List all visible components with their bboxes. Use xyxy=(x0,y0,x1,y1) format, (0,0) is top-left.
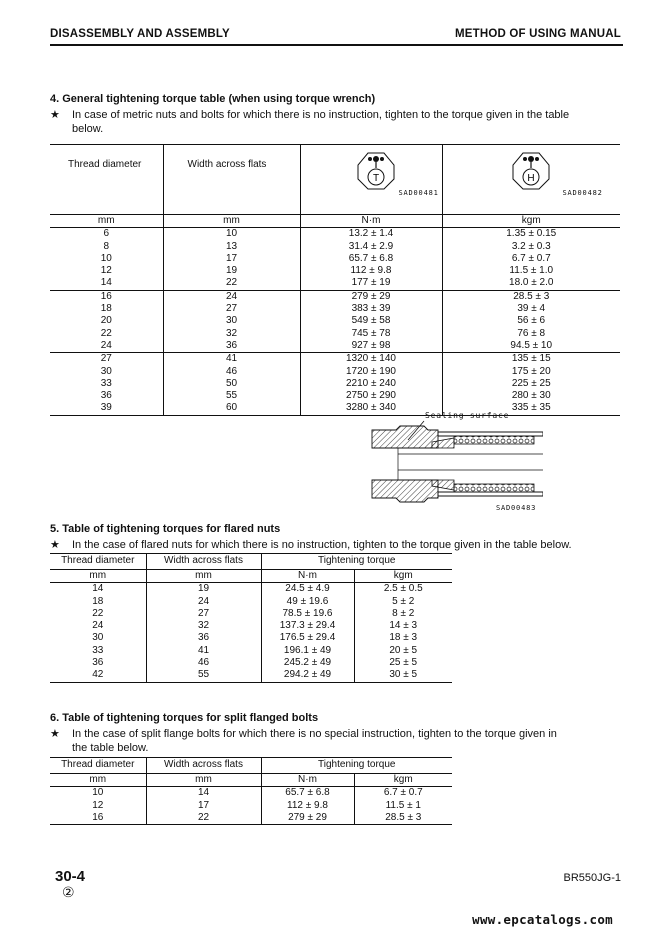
svg-text:T: T xyxy=(372,173,379,184)
star-icon: ★ xyxy=(50,728,60,740)
width-cell: 24 xyxy=(163,290,300,303)
thread-cell: 14 xyxy=(50,583,146,596)
units-row xyxy=(50,570,452,583)
section6-note xyxy=(50,727,640,755)
nm-cell: 279 ± 29 xyxy=(300,290,442,303)
nm-cell: 78.5 ± 19.6 xyxy=(261,608,354,620)
thread-cell: 22 xyxy=(50,608,146,620)
unit-cell: mm xyxy=(146,774,261,787)
units-row xyxy=(50,215,620,228)
table-header-row xyxy=(50,554,452,570)
section4-note-line2: below. xyxy=(72,123,104,135)
nm-cell: 383 ± 39 xyxy=(300,303,442,315)
width-cell: 27 xyxy=(163,303,300,315)
section5-note-line1: In the case of flared nuts for which there is no instruction, tighten to the torque given in the table below. xyxy=(72,539,572,551)
section4-note xyxy=(50,108,625,136)
thread-cell: 30 xyxy=(50,366,163,378)
width-cell: 14 xyxy=(146,787,261,800)
table-row xyxy=(50,253,620,265)
code-sad00483: SAD00483 xyxy=(496,504,537,512)
nm-cell: 112 ± 9.8 xyxy=(261,800,354,812)
table-header-row xyxy=(50,758,452,774)
nm-cell: 49 ± 19.6 xyxy=(261,596,354,608)
section6-note-line2: the table below. xyxy=(72,742,149,754)
table-row xyxy=(50,277,620,290)
unit-cell: kgm xyxy=(521,215,541,226)
header-width-across-flats: Width across flats xyxy=(146,554,261,570)
header-rule xyxy=(50,44,623,46)
thread-cell: 20 xyxy=(50,315,163,327)
nm-cell: 137.3 ± 29.4 xyxy=(261,620,354,632)
unit-cell: N·m xyxy=(261,774,354,787)
thread-cell: 18 xyxy=(50,596,146,608)
code-sad00481: SAD00481 xyxy=(398,189,439,197)
unit-cell: N·m xyxy=(300,215,442,228)
thread-cell: 6 xyxy=(50,228,163,241)
kgm-cell: 18 ± 3 xyxy=(389,632,418,644)
kgm-cell: 175 ± 20 xyxy=(511,365,551,377)
nm-cell: 3280 ± 340 xyxy=(300,402,442,415)
svg-text:H: H xyxy=(526,173,535,184)
kgm-cell: 28.5 ± 3 xyxy=(513,290,550,302)
header-width-across-flats: Width across flats xyxy=(146,758,261,774)
table-row xyxy=(50,812,452,825)
thread-cell: 10 xyxy=(50,787,146,800)
star-icon: ★ xyxy=(50,539,60,551)
unit-cell: mm xyxy=(146,570,261,583)
general-torque-table xyxy=(50,144,620,416)
table-row xyxy=(50,228,620,241)
table-row xyxy=(50,787,452,800)
watermark-link[interactable]: www.epcatalogs.com xyxy=(472,912,613,927)
width-cell: 46 xyxy=(163,366,300,378)
table-row xyxy=(50,340,620,353)
table-row xyxy=(50,366,620,378)
width-cell: 27 xyxy=(146,608,261,620)
kgm-cell: 11.5 ± 1.0 xyxy=(509,265,554,277)
table-row xyxy=(50,315,620,327)
width-cell: 50 xyxy=(163,378,300,390)
thread-cell: 42 xyxy=(50,669,146,682)
unit-cell: N·m xyxy=(261,570,354,583)
width-cell: 55 xyxy=(163,390,300,402)
kgm-cell: 18.0 ± 2.0 xyxy=(509,277,554,289)
nm-cell: 13.2 ± 1.4 xyxy=(300,228,442,241)
kgm-cell: 280 ± 30 xyxy=(511,390,551,402)
width-cell: 41 xyxy=(163,353,300,366)
table-row xyxy=(50,657,452,669)
table-row xyxy=(50,596,452,608)
header-thread-diameter: Thread diameter xyxy=(50,758,146,774)
kgm-cell: 6.7 ± 0.7 xyxy=(383,787,423,799)
flared-fitting-figure xyxy=(368,408,543,518)
star-icon: ★ xyxy=(50,109,60,121)
table-row xyxy=(50,669,452,682)
kgm-cell: 25 ± 5 xyxy=(389,657,418,669)
table-row xyxy=(50,265,620,277)
thread-cell: 24 xyxy=(50,620,146,632)
width-cell: 17 xyxy=(163,253,300,265)
header-tightening-torque: Tightening torque xyxy=(318,759,396,771)
nm-cell: 1320 ± 140 xyxy=(300,353,442,366)
nm-cell: 245.2 ± 49 xyxy=(261,657,354,669)
width-cell: 46 xyxy=(146,657,261,669)
kgm-cell: 14 ± 3 xyxy=(389,620,418,632)
thread-cell: 10 xyxy=(50,253,163,265)
thread-cell: 30 xyxy=(50,632,146,644)
kgm-cell: 76 ± 8 xyxy=(517,327,546,339)
thread-cell: 8 xyxy=(50,241,163,253)
width-cell: 22 xyxy=(146,812,261,825)
kgm-cell: 3.2 ± 0.3 xyxy=(511,240,551,252)
nm-cell: 549 ± 58 xyxy=(300,315,442,327)
nm-cell: 2750 ± 290 xyxy=(300,390,442,402)
kgm-cell: 5 ± 2 xyxy=(392,595,415,607)
thread-cell: 33 xyxy=(50,645,146,657)
header-left-title: DISASSEMBLY AND ASSEMBLY xyxy=(50,28,230,40)
thread-cell: 12 xyxy=(50,800,146,812)
nm-cell: 279 ± 29 xyxy=(261,812,354,825)
kgm-cell: 225 ± 25 xyxy=(511,377,551,389)
table-row xyxy=(50,328,620,340)
header-tightening-torque: Tightening torque xyxy=(318,555,396,567)
width-cell: 32 xyxy=(146,620,261,632)
nm-cell: 31.4 ± 2.9 xyxy=(300,241,442,253)
thread-cell: 16 xyxy=(50,290,163,303)
thread-cell: 36 xyxy=(50,657,146,669)
thread-cell: 39 xyxy=(50,402,163,415)
bolt-head-t-icon xyxy=(356,151,396,191)
nm-cell: 177 ± 19 xyxy=(300,277,442,290)
table-row xyxy=(50,241,620,253)
section4-title: 4. General tightening torque table (when using torque wrench) xyxy=(50,93,376,105)
kgm-cell: 335 ± 35 xyxy=(511,402,551,414)
nm-cell: 176.5 ± 29.4 xyxy=(261,632,354,644)
nm-cell: 196.1 ± 49 xyxy=(261,645,354,657)
kgm-cell: 39 ± 4 xyxy=(517,303,546,315)
width-cell: 30 xyxy=(163,315,300,327)
unit-cell: mm xyxy=(163,215,300,228)
unit-cell: mm xyxy=(50,570,146,583)
nm-cell: 65.7 ± 6.8 xyxy=(261,787,354,800)
header-width-across-flats: Width across flats xyxy=(163,145,300,215)
nm-cell: 927 ± 98 xyxy=(300,340,442,353)
kgm-cell: 8 ± 2 xyxy=(392,607,415,619)
width-cell: 17 xyxy=(146,800,261,812)
table-row xyxy=(50,583,452,596)
section5-note xyxy=(50,538,640,552)
nm-cell: 294.2 ± 49 xyxy=(261,669,354,682)
kgm-cell: 20 ± 5 xyxy=(389,644,418,656)
width-cell: 10 xyxy=(163,228,300,241)
table-row xyxy=(50,353,620,366)
section5-title: 5. Table of tightening torques for flared nuts xyxy=(50,523,281,535)
kgm-cell: 30 ± 5 xyxy=(389,669,418,681)
model-code: BR550JG-1 xyxy=(563,872,621,884)
kgm-cell: 6.7 ± 0.7 xyxy=(511,252,551,264)
section6-note-line1: In the case of split flange bolts for which there is no special instruction, tighten to the torque given in xyxy=(72,728,557,740)
split-flange-torque-table xyxy=(50,757,452,825)
thread-cell: 36 xyxy=(50,390,163,402)
width-cell: 60 xyxy=(163,402,300,415)
revision-mark: ② xyxy=(62,884,75,900)
units-row xyxy=(50,774,452,787)
nm-cell: 112 ± 9.8 xyxy=(300,265,442,277)
table-row xyxy=(50,378,620,390)
table-row xyxy=(50,620,452,632)
nm-cell: 24.5 ± 4.9 xyxy=(261,583,354,596)
table-row xyxy=(50,800,452,812)
width-cell: 36 xyxy=(146,632,261,644)
width-cell: 19 xyxy=(163,265,300,277)
header-torque-h-icon-cell xyxy=(442,145,620,215)
table-row xyxy=(50,303,620,315)
kgm-cell: 28.5 ± 3 xyxy=(385,811,422,823)
bolt-head-h-icon xyxy=(511,151,551,191)
section4-note-line1: In case of metric nuts and bolts for which there is no instruction, tighten to the torque given in the table xyxy=(72,109,570,121)
table-row xyxy=(50,390,620,402)
width-cell: 13 xyxy=(163,241,300,253)
header-thread-diameter: Thread diameter xyxy=(50,554,146,570)
width-cell: 32 xyxy=(163,328,300,340)
width-cell: 36 xyxy=(163,340,300,353)
thread-cell: 14 xyxy=(50,277,163,290)
unit-cell: mm xyxy=(50,215,163,228)
section6-title: 6. Table of tightening torques for split flanged bolts xyxy=(50,712,319,724)
thread-cell: 18 xyxy=(50,303,163,315)
width-cell: 24 xyxy=(146,596,261,608)
kgm-cell: 56 ± 6 xyxy=(517,315,546,327)
thread-cell: 27 xyxy=(50,353,163,366)
table-row xyxy=(50,290,620,303)
kgm-cell: 135 ± 15 xyxy=(511,353,551,365)
table-row xyxy=(50,608,452,620)
nm-cell: 65.7 ± 6.8 xyxy=(300,253,442,265)
code-sad00482: SAD00482 xyxy=(562,189,603,197)
flared-nut-torque-table xyxy=(50,553,452,683)
kgm-cell: 94.5 ± 10 xyxy=(510,339,553,351)
nm-cell: 2210 ± 240 xyxy=(300,378,442,390)
sealing-surface-label: Sealing surface xyxy=(425,411,510,420)
table-row xyxy=(50,632,452,644)
width-cell: 19 xyxy=(146,583,261,596)
unit-cell: kgm xyxy=(393,570,413,581)
kgm-cell: 11.5 ± 1 xyxy=(385,799,421,811)
thread-cell: 33 xyxy=(50,378,163,390)
header-torque-t-icon-cell xyxy=(300,145,442,215)
thread-cell: 12 xyxy=(50,265,163,277)
thread-cell: 16 xyxy=(50,812,146,825)
header-thread-diameter: Thread diameter xyxy=(50,145,163,215)
kgm-cell: 2.5 ± 0.5 xyxy=(383,583,423,595)
thread-cell: 24 xyxy=(50,340,163,353)
table-header-row xyxy=(50,145,620,215)
kgm-cell: 1.35 ± 0.15 xyxy=(506,228,557,240)
flared-fitting-drawing xyxy=(368,408,543,518)
nm-cell: 1720 ± 190 xyxy=(300,366,442,378)
unit-cell: kgm xyxy=(393,774,413,785)
unit-cell: mm xyxy=(50,774,146,787)
thread-cell: 22 xyxy=(50,328,163,340)
header-right-title: METHOD OF USING MANUAL xyxy=(454,28,621,40)
width-cell: 55 xyxy=(146,669,261,682)
width-cell: 41 xyxy=(146,645,261,657)
width-cell: 22 xyxy=(163,277,300,290)
nm-cell: 745 ± 78 xyxy=(300,328,442,340)
table-row xyxy=(50,645,452,657)
page-number: 30-4 xyxy=(55,868,86,885)
